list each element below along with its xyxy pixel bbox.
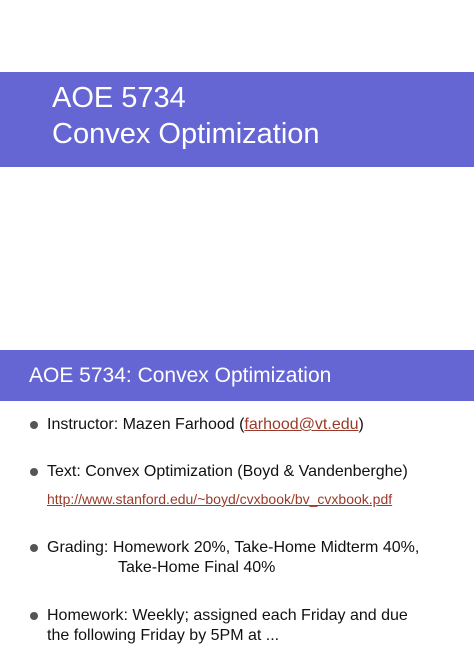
instructor-label: Instructor: Mazen Farhood (	[47, 416, 245, 433]
course-title: Convex Optimization	[52, 118, 320, 150]
slide-header	[0, 350, 474, 401]
homework-line-2: the following Friday by 5PM at ...	[47, 627, 280, 644]
grading-line-1: Grading: Homework 20%, Take-Home Midterm 40%,	[47, 539, 420, 556]
bullet-icon	[30, 612, 38, 620]
bullet-icon	[30, 544, 38, 552]
grading-line-2: Take-Home Final 40%	[118, 559, 276, 576]
text-line: Text: Convex Optimization (Boyd & Vandenberghe)	[47, 463, 408, 480]
textbook-url-link[interactable]: http://www.stanford.edu/~boyd/cvxbook/bv_cvxbook.pdf	[47, 491, 393, 507]
bullet-icon	[30, 468, 38, 476]
instructor-line	[47, 415, 364, 435]
instructor-close-paren: )	[358, 416, 364, 433]
instructor-email-link[interactable]: farhood@vt.edu	[244, 416, 359, 433]
slide-divider	[0, 340, 474, 350]
title-band	[0, 72, 474, 167]
course-code: AOE 5734	[52, 82, 186, 114]
homework-line-1: Homework: Weekly; assigned each Friday and due	[47, 607, 408, 624]
bullet-icon	[30, 421, 38, 429]
info-slide	[0, 350, 474, 644]
slide-header-title: AOE 5734: Convex Optimization	[29, 364, 332, 387]
